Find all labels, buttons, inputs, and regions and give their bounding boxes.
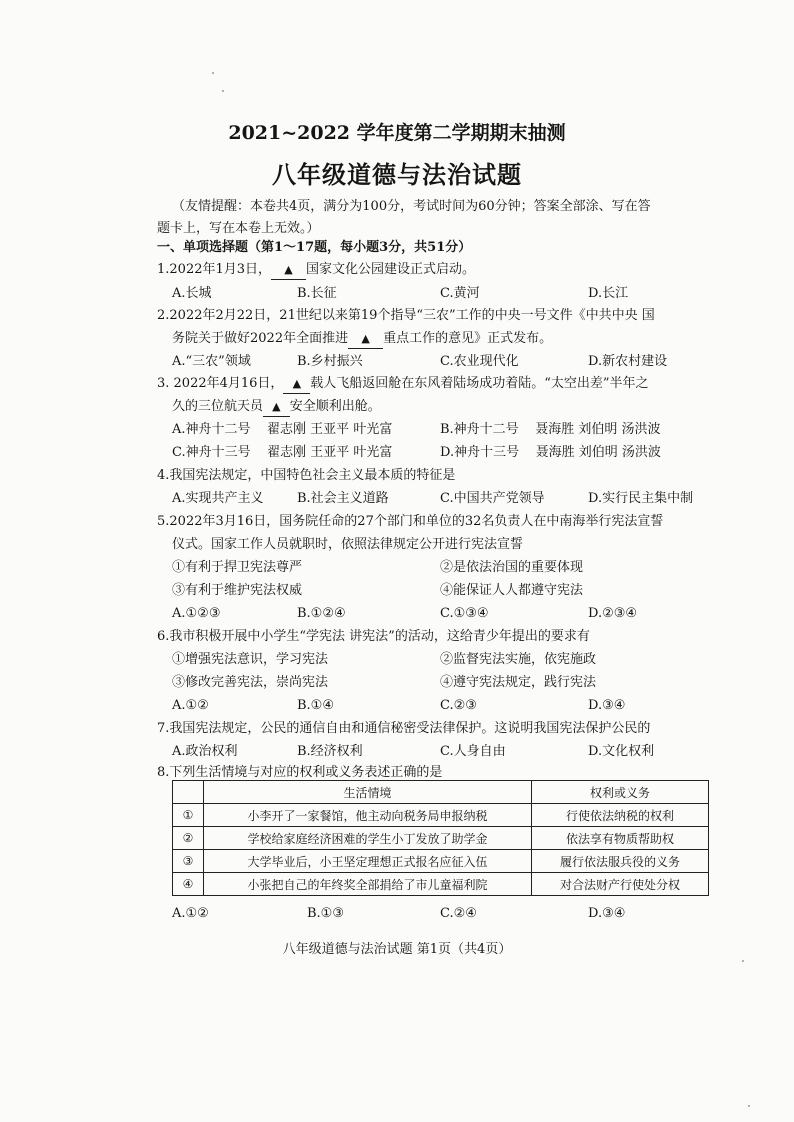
table-cell: 依法享有物质帮助权 <box>532 827 709 850</box>
table-header-cell <box>173 781 204 804</box>
table-row <box>173 804 709 827</box>
exam-subtitle: 八年级道德与法治试题 <box>272 160 522 189</box>
table-row <box>173 850 709 873</box>
question-1-stem: 1.2022年1月3日， ▲ 国家文化公园建设正式启动。 <box>157 261 475 280</box>
triangle-icon: ▲ <box>361 332 370 345</box>
table-cell: 学校给家庭经济困难的学生小丁发放了助学金 <box>204 827 532 850</box>
option-c: C.②③ <box>440 698 477 713</box>
option-d: D.神舟十三号 聂海胜 刘伯明 汤洪波 <box>440 445 661 460</box>
exam-title: 2021~2022 学年度第二学期期末抽测 <box>228 122 566 144</box>
question-8-stem: 8.下列生活情境与对应的权利或义务表述正确的是 <box>157 765 443 780</box>
table-row <box>173 827 709 850</box>
scan-speck <box>742 960 744 962</box>
answer-blank <box>271 261 306 280</box>
option-d: D.长江 <box>588 286 629 301</box>
option-c: C.神舟十三号 翟志刚 王亚平 叶光富 <box>172 445 393 460</box>
notice-line-1: （友情提醒：本卷共4页，满分为100分，考试时间为60分钟；答案全部涂、写在答 <box>172 199 651 214</box>
question-3-line-1: 3. 2022年4月16日， ▲ 载人飞船返回舱在东风着陆场成功着陆。“太空出差”半年之 <box>157 375 648 394</box>
option-a: A.“三农”领域 <box>172 354 251 369</box>
scan-speck <box>212 72 214 74</box>
question-6-stem: 6.我市积极开展中小学生“学宪法 讲宪法”的活动，这给青少年提出的要求有 <box>157 629 590 644</box>
option-d: D.②③④ <box>588 606 638 621</box>
scan-speck <box>748 1105 750 1107</box>
table-cell: 小张把自己的年终奖全部捐给了市儿童福利院 <box>204 873 532 896</box>
option-b: B.乡村振兴 <box>297 354 363 369</box>
table-row <box>173 873 709 896</box>
table-cell: 小李开了一家餐馆，他主动向税务局申报纳税 <box>204 804 532 827</box>
question-5-line-1: 5.2022年3月16日，国务院任命的27个部门和单位的32名负责人在中南海举行宪法宣誓 <box>157 514 664 529</box>
question-4-stem: 4.我国宪法规定，中国特色社会主义最本质的特征是 <box>157 468 456 483</box>
option-a: A.①② <box>172 906 209 921</box>
option-a: A.神舟十二号 翟志刚 王亚平 叶光富 <box>172 422 393 437</box>
option-a: A.长城 <box>172 286 212 301</box>
triangle-icon: ▲ <box>272 400 281 413</box>
option-c: C.人身自由 <box>440 744 506 759</box>
question-3-line-2: 久的三位航天员 ▲ 安全顺利出舱。 <box>172 398 381 417</box>
notice-line-2: 题卡上，写在本卷上无效。） <box>157 221 320 236</box>
table-cell: ② <box>173 827 204 850</box>
option-d: D.实行民主集中制 <box>588 491 694 506</box>
statement-1: ①有利于捍卫宪法尊严 <box>172 560 303 575</box>
table-header-cell: 权利或义务 <box>532 781 709 804</box>
statement-2: ②是依法治国的重要体现 <box>440 560 584 575</box>
table-cell: 行使依法纳税的权利 <box>532 804 709 827</box>
question-2-line-2: 务院关于做好2022年全面推进 ▲ 重点工作的意见》正式发布。 <box>172 330 552 349</box>
question-2-line-1: 2.2022年2月22日，21世纪以来第19个指导“三农”工作的中央一号文件《中共中央 国 <box>157 308 655 323</box>
table-header-row <box>173 781 709 804</box>
table-cell: 大学毕业后，小王坚定理想正式报名应征入伍 <box>204 850 532 873</box>
option-c: C.黄河 <box>440 286 480 301</box>
page-footer: 八年级道德与法治试题 第1页（共4页） <box>282 942 512 957</box>
option-b: B.长征 <box>297 286 337 301</box>
answer-blank <box>348 330 383 349</box>
question-7-stem: 7.我国宪法规定，公民的通信自由和通信秘密受法律保护。这说明我国宪法保护公民的 <box>157 721 651 736</box>
rights-table <box>172 780 709 896</box>
table-cell: 履行依法服兵役的义务 <box>532 850 709 873</box>
statement-4: ④能保证人人都遵守宪法 <box>440 583 584 598</box>
table-cell: ① <box>173 804 204 827</box>
table-header-cell: 生活情境 <box>204 781 532 804</box>
option-a: A.政治权利 <box>172 744 238 759</box>
option-b: B.①④ <box>297 698 334 713</box>
table-cell: 对合法财产行使处分权 <box>532 873 709 896</box>
option-a: A.实现共产主义 <box>172 491 264 506</box>
option-b: B.经济权利 <box>297 744 363 759</box>
triangle-icon: ▲ <box>292 377 302 390</box>
option-a: A.①②③ <box>172 606 221 621</box>
question-5-line-2: 仪式。国家工作人员就职时，依照法律规定公开进行宪法宣誓 <box>172 537 524 552</box>
statement-3: ③修改完善宪法，崇尚宪法 <box>172 675 329 690</box>
statement-1: ①增强宪法意识，学习宪法 <box>172 652 329 667</box>
statement-2: ②监督宪法实施，依宪施政 <box>440 652 597 667</box>
section-heading: 一、单项选择题（第1～17题，每小题3分，共51分） <box>157 240 472 255</box>
option-d: D.③④ <box>588 698 626 713</box>
option-c: C.②④ <box>440 906 477 921</box>
scan-speck <box>222 90 224 92</box>
option-b: B.①③ <box>307 906 344 921</box>
option-d: D.文化权利 <box>588 744 655 759</box>
option-b: B.神舟十二号 聂海胜 刘伯明 汤洪波 <box>440 422 661 437</box>
table-cell: ④ <box>173 873 204 896</box>
table-cell: ③ <box>173 850 204 873</box>
option-b: B.①②④ <box>297 606 346 621</box>
option-d: D.③④ <box>588 906 626 921</box>
option-c: C.中国共产党领导 <box>440 491 545 506</box>
option-d: D.新农村建设 <box>588 354 668 369</box>
answer-blank <box>283 375 310 394</box>
option-a: A.①② <box>172 698 209 713</box>
option-c: C.①③④ <box>440 606 489 621</box>
triangle-icon: ▲ <box>284 263 293 276</box>
option-b: B.社会主义道路 <box>297 491 389 506</box>
statement-4: ④遵守宪法规定，践行宪法 <box>440 675 597 690</box>
statement-3: ③有利于维护宪法权威 <box>172 583 303 598</box>
option-c: C.农业现代化 <box>440 354 519 369</box>
answer-blank <box>263 398 290 417</box>
